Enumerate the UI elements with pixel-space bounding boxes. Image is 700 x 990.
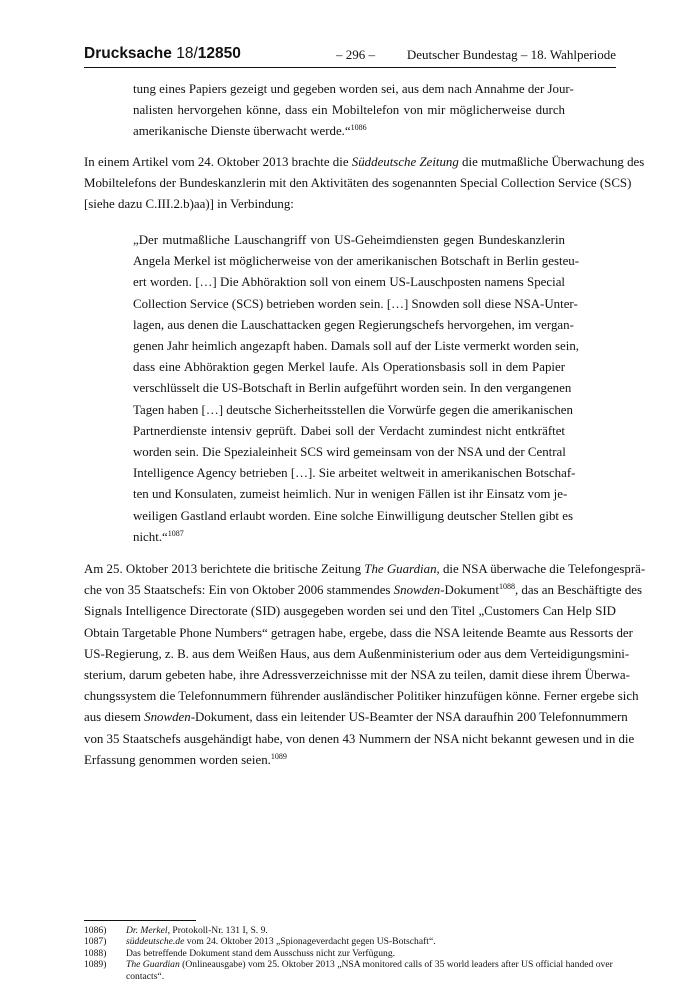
footnote-ref: 1087 <box>167 528 184 538</box>
quote-line: dass eine Abhöraktion gegen Merkel laufe. Als Operationsbasis soll in dem Papier <box>133 360 565 375</box>
quote-block-1 <box>133 79 574 143</box>
text-line: Obtain Targetable Phone Numbers“ getragen habe, ergebe, dass die NSA leitende Beamte aus Ressorts der <box>84 625 633 640</box>
text-line: Erfassung genommen worden seien.$^{1089}$ <box>84 751 287 767</box>
footnote: 1089) The Guardian (Onlineausgabe) vom 25. Oktober 2013 „NSA monitored calls of 35 world leaders after US official handed over contacts“. <box>84 959 613 982</box>
paragraph-2 <box>84 559 646 771</box>
text-line: von 35 Staatschefs ausgehändigt habe, von denen 43 Nummern der NSA nicht bekannt gewesen und in die <box>84 731 635 746</box>
quote-line: Angela Merkel ist möglicherweise von der amerikanischen Botschaft in Berlin gesteu- <box>133 254 580 269</box>
quote-line: ert worden. […] Die Abhöraktion soll von einem US-Lauschposten namens Special <box>133 275 565 290</box>
text-line: aus diesem Snowden-Dokument, dass ein leitender US-Beamter der NSA daraufhin 200 Telefonnummern <box>84 710 628 725</box>
quote-line: tung eines Papiers gezeigt und gegeben worden sei, aus dem nach Annahme der Jour- <box>133 82 574 96</box>
quote-line: genen Jahr heimlich angezapft haben. Damals soll auf der Liste vermerkt worden sein, <box>133 339 579 354</box>
footnote: 1087) süddeutsche.de vom 24. Oktober 2013 „Spionageverdacht gegen US-Botschaft“. <box>84 936 436 948</box>
page-number: – 296 – <box>336 47 375 62</box>
quote-block-2 <box>133 230 580 548</box>
text-line: chungssystem die Telefonnummern führender ausländischer Politiker hinzufügen könne. Ferner ergebe sich <box>84 689 639 704</box>
footnote-ref: 1088 <box>498 582 515 592</box>
quote-line: amerikanische Dienste überwacht werde.“$^{1086}$ <box>133 123 367 139</box>
text-line: che von 35 Staatschefs: Ein von Oktober 2006 stammendes Snowden-Dokument$^{1088}$, das an Beschäftigte des <box>84 582 643 598</box>
quote-line: weiligen Gastland erlaubt worden. Eine solche Einwilligung deutscher Stellen gibt es <box>133 508 573 523</box>
text-line: [siehe dazu C.III.2.b)aa)] in Verbindung: <box>84 197 294 212</box>
footnote: 1086) Dr. Merkel, Protokoll-Nr. 131 I, S. 9. <box>84 925 268 936</box>
quote-line: verschlüsselt die US-Botschaft in Berlin aufgeführt worden sein. In den vergangenen <box>133 381 572 396</box>
quote-line: Tagen haben […] deutsche Sicherheitsstellen die Vorwürfe gegen die amerikanischen <box>133 402 573 417</box>
text-line: sterium, darum gebeten habe, ihre Adressverzeichnisse mit der NSA zu teilen, damit diese ihrem Überwa- <box>84 668 630 683</box>
text-line: In einem Artikel vom 24. Oktober 2013 brachte die Süddeutsche Zeitung die mutmaßliche Überwachung des <box>84 155 645 169</box>
quote-line: Intelligence Agency betrieben […]. Sie arbeitet weltweit in amerikanischen Botschaf- <box>133 466 576 481</box>
text-line: Am 25. Oktober 2013 berichtete die britische Zeitung The Guardian, die NSA überwache die Telefongesprä- <box>84 562 646 576</box>
quote-line: ten und Konsulaten, zumeist heimlich. Nur in wenigen Fällen ist ihr Einsatz vom je- <box>133 487 568 502</box>
footnote-divider <box>84 920 196 921</box>
quote-line: nicht.“$^{1087}$ <box>133 528 184 544</box>
paragraph-1 <box>84 152 645 216</box>
quote-line: Collection Service (SCS) betrieben worden sein. […] Snowden soll diese NSA-Unter- <box>133 296 578 311</box>
drucksache-number: Drucksache 18/12850 <box>84 45 241 62</box>
footnote-ref: 1086 <box>350 123 367 133</box>
quote-line: lagen, aus denen die Lauschattacken gegen Regierungschefs hervorgehen, im vergan- <box>133 317 574 332</box>
page-header <box>84 45 616 68</box>
text-line: US-Regierung, z. B. aus dem Weißen Haus, aus dem Außenministerium oder aus dem Verteidigungsmini- <box>84 646 630 661</box>
text-line: Mobiltelefons der Bundeskanzlerin mit den Aktivitäten des sogenannten Special Collection Service (SCS) <box>84 176 632 191</box>
quote-line: worden sein. Die Spezialeinheit SCS wird gemeinsam von der NSA und der Central <box>133 445 566 460</box>
text-line: Signals Intelligence Directorate (SID) ausgegeben worden sei und den Titel „Customers Can Help SID <box>84 604 616 619</box>
quote-line: Partnerdienste intensiv geprüft. Dabei soll der Verdacht zumindest nicht entkräftet <box>133 423 565 438</box>
footnotes <box>84 925 616 982</box>
quote-line: „Der mutmaßliche Lauschangriff von US-Geheimdiensten gegen Bundeskanzlerin <box>133 233 565 247</box>
header-publisher: Deutscher Bundestag – 18. Wahlperiode <box>406 47 616 62</box>
footnote: 1088) Das betreffende Dokument stand dem Ausschuss nicht zur Verfügung. <box>84 947 396 959</box>
quote-line: nalisten hervorgehen könne, dass ein Mobiltelefon von mir möglicherweise durch <box>133 103 565 118</box>
footnote-ref: 1089 <box>270 751 287 761</box>
